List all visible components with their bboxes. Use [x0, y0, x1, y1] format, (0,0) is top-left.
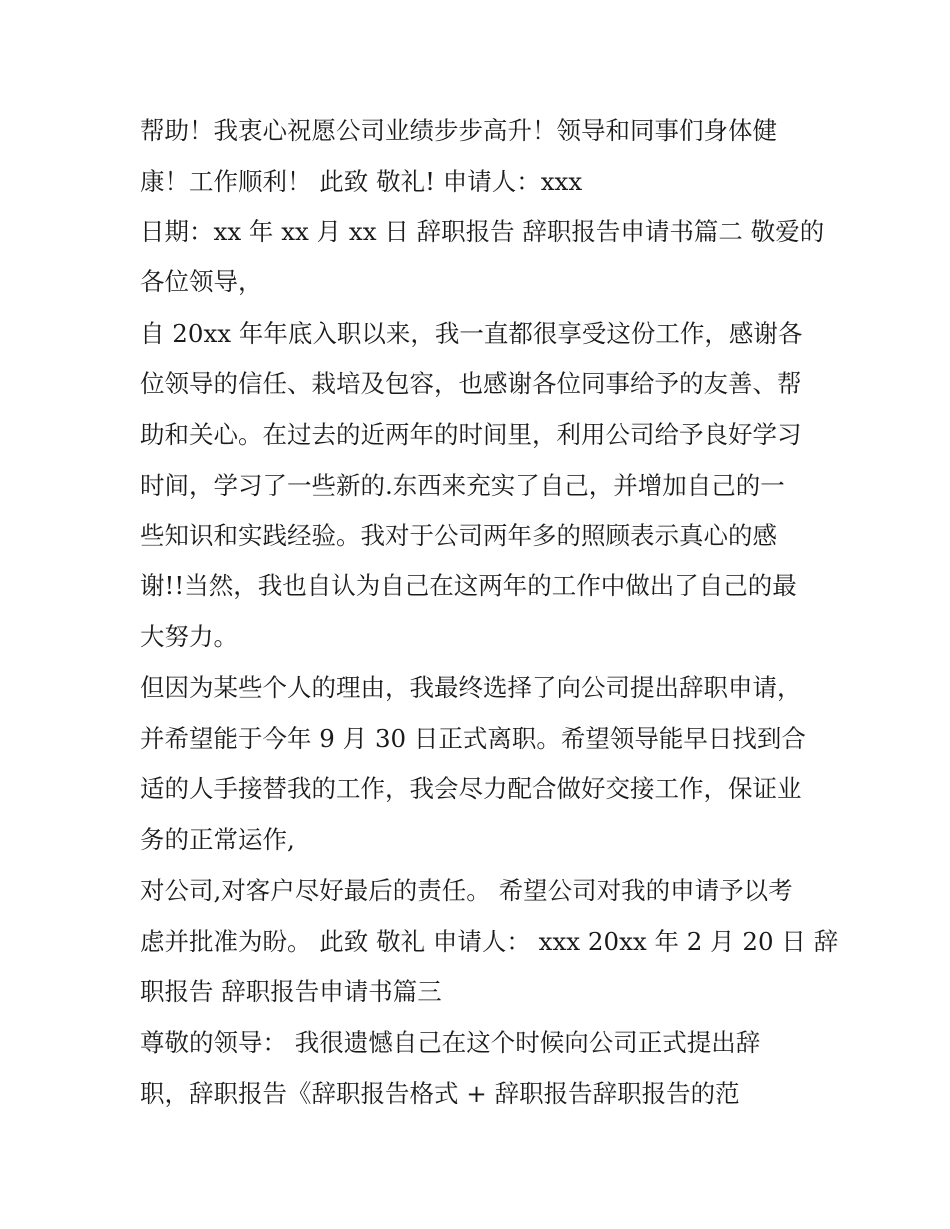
text-line: 职报告 辞职报告申请书篇三 — [140, 977, 442, 1006]
text-line: 位领导的信任、栽培及包容，也感谢各位同事给予的友善、帮 — [140, 369, 802, 398]
text-line: 适的人手接替我的工作，我会尽力配合做好交接工作，保证业 — [140, 774, 802, 803]
text-line: 助和关心。在过去的近两年的时间里，利用公司给予良好学习 — [140, 420, 802, 449]
text-line: 务的正常运作, — [140, 825, 295, 854]
text-line: 帮助！我衷心祝愿公司业绩步步高升！领导和同事们身体健 — [140, 116, 777, 145]
text-line: 日期：xx 年 xx 月 xx 日 辞职报告 辞职报告申请书篇二 敬爱的 — [140, 217, 825, 246]
text-line: 各位领导， — [140, 267, 263, 296]
text-line: 康！工作顺利！ 此致 敬礼! 申请人：xxx — [140, 167, 583, 196]
text-line: 职，辞职报告《辞职报告格式 + 辞职报告辞职报告的范 — [140, 1079, 740, 1108]
text-line: 对公司,对客户尽好最后的责任。 希望公司对我的申请予以考 — [140, 876, 793, 905]
text-line: 谢!!当然，我也自认为自己在这两年的工作中做出了自己的最 — [140, 571, 797, 600]
text-line: 并希望能于今年 9 月 30 日正式离职。希望领导能早日找到合 — [140, 724, 806, 753]
text-line: 虑并批准为盼。 此致 敬礼 申请人： xxx 20xx 年 2 月 20 日 辞 — [140, 927, 839, 956]
text-line: 大努力。 — [140, 622, 238, 651]
text-line: 时间，学习了一些新的.东西来充实了自己，并增加自己的一 — [140, 471, 785, 500]
text-line: 尊敬的领导： 我很遗憾自己在这个时候向公司正式提出辞 — [140, 1028, 761, 1057]
text-line: 些知识和实践经验。我对于公司两年多的照顾表示真心的感 — [140, 521, 777, 550]
text-line: 自 20xx 年年底入职以来，我一直都很享受这份工作，感谢各 — [140, 319, 803, 348]
text-line: 但因为某些个人的理由，我最终选择了向公司提出辞职申请， — [140, 673, 802, 702]
